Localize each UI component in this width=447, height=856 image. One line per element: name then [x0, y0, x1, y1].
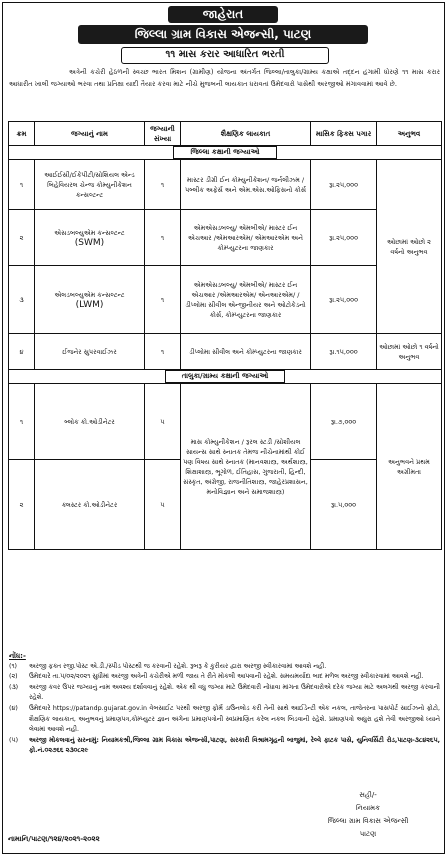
row-post	[35, 266, 145, 334]
reference-number: નામાનિ/પાટણ/૧૨૪/૨૦૨૧-૨૦૨૨	[8, 835, 100, 843]
row-count: ૧	[145, 266, 181, 334]
col-header-no: ક્રમ	[9, 122, 35, 146]
col-header-salary: માસિક ફિક્સ પગાર	[311, 122, 377, 146]
intro-text: અત્રેની કચેરી હેઠળની સ્વચ્છ ભારત મિશન (ગ્રામીણ) યોજના અંતર્ગત જિલ્લા/તાલુકા/ગ્રામ્ય કક્ષાએ તદ્દન હંગામી ધોરણે ૧૧ માસ કરાર આધારીત ખાલી જગ્યાઓ ભરવા તથા પ્રતિક્ષા યાદી તૈયાર કરવા માટે નીચે મુજબની લાયકાત ધરાવતાં ઉમેદવારો પાસેથી અરજીઓ મંગાવવામાં આવે છે.	[9, 68, 440, 88]
note-item	[9, 704, 440, 736]
row-post-name: એલડબલ્યુએમ કન્સલ્ટન્ટ	[54, 290, 125, 299]
note-item	[9, 672, 440, 683]
section-label-taluka: તાલુકા/ગ્રામ્ય કક્ષાની જગ્યાઓ	[165, 370, 286, 383]
note-text: અરજી ફક્ત રજી.પોસ્ટ એ.ડી./સ્પીડ પોસ્ટથી જ કરવાની રહેશે. રૂબરૂ કે કુરીયર દ્વારા અરજી સ્વીકારવામાં આવશે નહી.	[29, 662, 327, 670]
experience-taluka: અનુભવને પ્રથમ અગ્રીમતા	[377, 384, 442, 550]
row-qualification: એમએસડબલ્યુ/ એમબીએ/ માસ્ટર ઈન એચઆર /એમઆરએમ/ એમઆરએમ અને કોમ્પ્યુટરના જાણકાર	[181, 210, 311, 266]
row-post-abbr: (SWM)	[74, 237, 105, 248]
table-row	[9, 160, 442, 210]
row-qualification: એમએસડબલ્યુ/ એમબીએ/ માસ્ટર ઈન એચઆર /એમઆરએમ/ એનઆરએમ/ /ડીપ્લોમા સીવીલ એન્જીનીયર અને ઓટોકેડનો કોર્સ, કોમ્પ્યુટરના જાણકાર	[181, 266, 311, 334]
note-text: અરજી કવર ઉપર જગ્યાનું નામ અવશ્ય દર્શાવવાનું રહેશે. એક થી વધુ જગ્યા માટે ઉમેદવારી નોંધાવા માંગતા ઉમેદવારોએ દરેક જગ્યા માટે અલગથી અરજી કરવાની રહેશે.	[29, 683, 440, 702]
experience-district: ઓછામાં ઓછો ૨ વર્ષનો અનુભવ	[377, 160, 442, 334]
announcement-heading: જાહેરાત	[168, 6, 278, 23]
signature-title: નિયામક	[355, 804, 381, 812]
row-count: ૧	[145, 334, 181, 370]
row-salary: રૂા.૫,૦૦૦	[311, 460, 377, 550]
row-count: ૫	[145, 460, 181, 550]
signature-org: જિલ્લા ગ્રામ વિકાસ એજન્સી	[327, 817, 409, 825]
row-salary: રૂા.૨૫,૦૦૦	[311, 266, 377, 334]
row-post: ઈજનેર સુપરવાઈઝર	[35, 334, 145, 370]
row-salary: રૂા.૧૫,૦૦૦	[311, 334, 377, 370]
recruitment-heading: ૧૧ માસ કરાર આધારિત ભરતી	[121, 47, 329, 64]
signature-sd: સહી/-	[359, 791, 377, 799]
note-number: (૫)	[9, 736, 19, 744]
row-no: ૧	[9, 160, 35, 210]
notes-title: નોંધ:-	[9, 652, 26, 660]
row-count: ૫	[145, 384, 181, 460]
note-item	[9, 736, 440, 757]
row-count: ૧	[145, 160, 181, 210]
agency-heading: જિલ્લા ગ્રામ વિકાસ એજન્સી, પાટણ	[78, 25, 368, 44]
intro-paragraph	[9, 67, 440, 90]
row-no: ૧	[9, 384, 35, 460]
table-row	[9, 384, 442, 460]
note-number: (૩)	[9, 683, 19, 691]
col-header-post: જગ્યાનું નામ	[35, 122, 145, 146]
vacancy-table	[8, 121, 442, 550]
table-header-row	[9, 122, 442, 146]
col-header-experience: અનુભવ	[377, 122, 442, 146]
row-post: બ્લોક કો.ઓડીનેટર	[35, 384, 145, 460]
row-post-abbr: (LWM)	[75, 299, 104, 310]
notes-section	[9, 651, 440, 757]
note-item	[9, 683, 440, 704]
note-number: (૧)	[9, 662, 17, 670]
row-qualification: માસ્ટર ડીગ્રી ઈન કોમ્યુનીકેશન/ જર્નલીઝમ / પબ્લીક અફેર્સ અને એમ.એસ.ઓફિસનો કોર્સ	[181, 160, 311, 210]
row-post	[35, 210, 145, 266]
row-no: ૪	[9, 334, 35, 370]
section-row-taluka	[9, 370, 442, 384]
experience-engineer: ઓછામાં ઓછો ૧ વર્ષનો અનુભવ	[377, 334, 442, 370]
row-no: ૨	[9, 210, 35, 266]
note-number: (૪)	[9, 704, 18, 712]
note-item	[9, 662, 440, 673]
signature-block	[293, 789, 443, 841]
note-number: (૨)	[9, 673, 18, 681]
advertisement-page	[2, 2, 445, 854]
note-text: ઉમેદવારે https://patandp.gujarat.gov.in વેબસાઈટ પરથી અરજી ફોર્મ ડાઉનલોડ કરી તેની સાથે આઈડેન્ટી એક નકલ, તાજેતરના પાસપોર્ટ સાઈઝનો ફોટો, શૈક્ષણિક લાયકાત, અનુભવનું પ્રમાણપત્ર,કોમ્પ્યુટર જ્ઞાન અંગેના પ્રમાણપત્રોની સ્વપ્રમાણિત કરેલ નકલ બિડવાની રહેશે. પ્રમાણપત્રો અધુરા હશે તેવી અરજીઓ ધ્યાને લેવામાં આવશે નહી.	[29, 704, 440, 734]
row-post: આઈઈસી/ઈકેપીટી/સોશિયલ એન્ડ બિહેવિયરલ ચેન્જ કોમ્યુનીકેશન કન્સલ્ટન્ટ	[35, 160, 145, 210]
row-count: ૧	[145, 210, 181, 266]
row-post: ક્લસ્ટર કો.ઓડીનેટર	[35, 460, 145, 550]
row-salary: રૂા.૭,૦૦૦	[311, 384, 377, 460]
note-text: ઉમેદવારે તા.૫/૦૨/૨૦૨૧ સુધીમાં અરજી અત્રેની કચેરીએ મળી જાય તે રીતે મોકલી આપવાની રહેશે. સમયમર્યાદા બાદ મળેલ અરજી સ્વીકારવામાં આવશે નહી.	[29, 673, 424, 681]
row-salary: રૂા.૨૫,૦૦૦	[311, 210, 377, 266]
row-salary: રૂા.૨૫,૦૦૦	[311, 160, 377, 210]
section-row-district	[9, 146, 442, 160]
note-text: અરજી મોકલવાનું સરનામું: નિયામકશ્રી,જિલ્લા ગ્રામ વિકાસ એજન્સી,પાટણ, સરકારી વિશ્રામગૃહની બાજુમાં, રેલ્વે ફાટક પાસે, યુનિવર્સિટી રોડ,પાટણ-૩૮૪૨૬૫, ફો.નં.૦૨૭૬૬ ૨૩૦૮૨૯	[29, 736, 440, 755]
signature-place: પાટણ	[359, 830, 377, 838]
col-header-count: જગ્યાની સંખ્યા	[145, 122, 181, 146]
row-post-name: એસડબલ્યુએમ કન્સલ્ટન્ટ	[54, 228, 125, 237]
table-row	[9, 334, 442, 370]
col-header-qualification: શૈક્ષણિક લાયકાત	[181, 122, 311, 146]
row-no: ૨	[9, 460, 35, 550]
row-no: ૩	[9, 266, 35, 334]
section-label-district: જિલ્લા કક્ષાની જગ્યાઓ	[173, 146, 276, 159]
qualification-taluka: માસ કોમ્યુનીકેશન / રૂરલ સ્ટડી /સોશીયલ સાયન્સ સાથે સ્નાતક તેમજ નીચેનામાંથી કોઈ પણ વિષય સાથે સ્નાતક (માનવશાસ્ત્ર, અર્થશાસ્ત્ર, શિક્ષાશાસ્ત્ર, ભૂગોળ, ઈતિહાસ, ગુજરાતી, હિન્દી, સંસ્કૃત, અંગ્રેજી, રાજનીતિશાસ્ત્ર, જાહેરપ્રશાસન, મનોવિજ્ઞાન અને સમાજશાસ્ત્ર)	[181, 384, 311, 550]
row-qualification: ડીપ્લોમા સીવીલ અને કોમ્પ્યુટરના જાણકાર	[181, 334, 311, 370]
